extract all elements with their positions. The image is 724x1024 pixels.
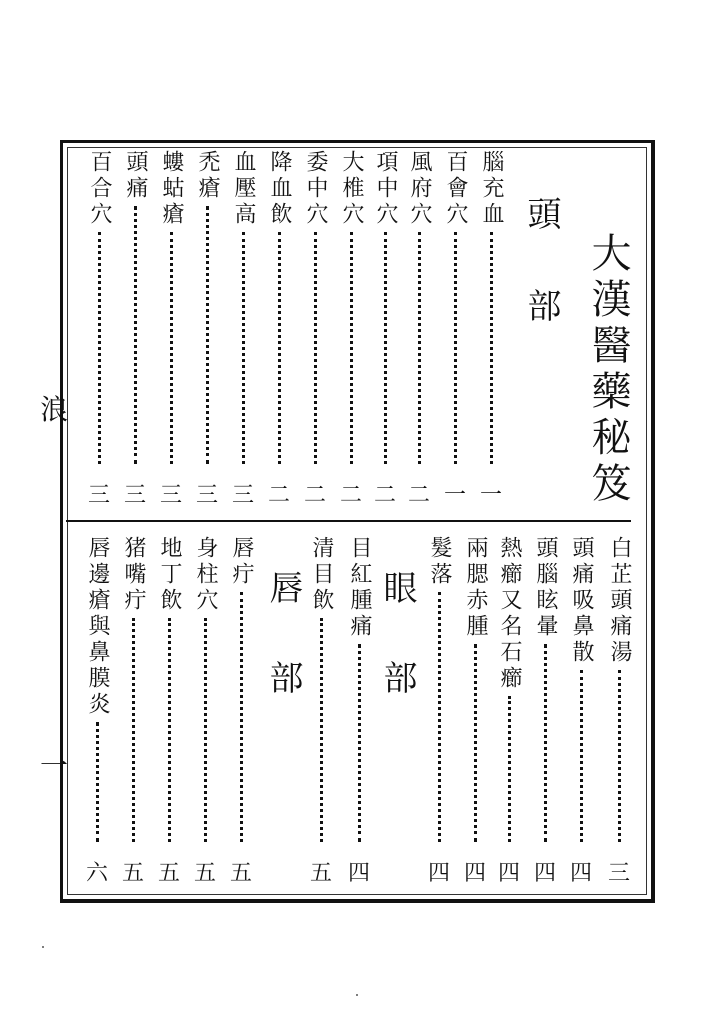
leader-dots xyxy=(618,670,621,842)
toc-entry-label: 降血飲 xyxy=(267,150,292,228)
leader-dots xyxy=(206,206,209,464)
section-heading-eye: 眼部 xyxy=(377,570,417,750)
toc-entry-page: 三 xyxy=(195,483,218,508)
toc-entry-page: 五 xyxy=(121,861,144,886)
leader-dots xyxy=(96,722,99,842)
toc-entry-page: 一 xyxy=(443,483,466,508)
toc-entry-page: 五 xyxy=(157,861,180,886)
toc-entry-page: 五 xyxy=(193,861,216,886)
toc-entry-label: 目紅腫痛 xyxy=(347,536,372,640)
section-heading-lip: 唇部 xyxy=(263,570,303,750)
toc-entry-label: 委中穴 xyxy=(303,150,328,228)
leader-dots xyxy=(134,206,137,464)
margin-mark-top: 浪 xyxy=(40,393,69,426)
toc-entry-page: 二 xyxy=(407,483,430,508)
leader-dots xyxy=(474,644,477,842)
toc-entry-page: 二 xyxy=(339,483,362,508)
toc-entry-label: 項中穴 xyxy=(373,150,398,228)
toc-entry-label: 螻蛄瘡 xyxy=(159,150,184,228)
toc-entry-label: 腦充血 xyxy=(479,150,504,228)
leader-dots xyxy=(314,232,317,464)
toc-entry-page: 二 xyxy=(267,483,290,508)
toc-entry-page: 三 xyxy=(123,483,146,508)
toc-entry-page: 四 xyxy=(463,861,486,886)
toc-entry-page: 三 xyxy=(87,483,110,508)
leader-dots xyxy=(132,618,135,842)
margin-mark-bottom: 一 xyxy=(40,749,69,782)
page-speck xyxy=(42,946,44,948)
leader-dots xyxy=(350,232,353,464)
toc-entry-page: 五 xyxy=(229,861,252,886)
leader-dots xyxy=(418,232,421,464)
leader-dots xyxy=(170,232,173,464)
toc-entry-page: 四 xyxy=(427,861,450,886)
toc-entry-page: 一 xyxy=(479,483,502,508)
toc-entry-page: 二 xyxy=(373,483,396,508)
leader-dots xyxy=(508,696,511,842)
toc-entry-label: 唇疔 xyxy=(229,536,254,588)
toc-entry-label: 血壓高 xyxy=(231,150,256,228)
leader-dots xyxy=(358,644,361,842)
leader-dots xyxy=(454,232,457,464)
leader-dots xyxy=(240,592,243,842)
leader-dots xyxy=(278,232,281,464)
section-heading-head: 頭部 xyxy=(521,196,561,380)
toc-entry-page: 二 xyxy=(303,483,326,508)
leader-dots xyxy=(384,232,387,464)
toc-entry-label: 頭痛 xyxy=(123,150,148,202)
toc-entry-page: 五 xyxy=(309,861,332,886)
toc-entry-label: 百合穴 xyxy=(87,150,112,228)
leader-dots xyxy=(580,670,583,842)
page-speck xyxy=(356,994,358,996)
toc-entry-label: 髮落 xyxy=(427,536,452,588)
book-title: 大漢醫藥秘笈 xyxy=(585,232,631,508)
toc-entry-label: 猪嘴疔 xyxy=(121,536,146,614)
toc-entry-label: 白芷頭痛湯 xyxy=(607,536,632,666)
toc-entry-label: 清目飲 xyxy=(309,536,334,614)
toc-entry-page: 六 xyxy=(85,861,108,886)
toc-entry-label: 百會穴 xyxy=(443,150,468,228)
toc-entry-page: 三 xyxy=(159,483,182,508)
toc-entry-label: 頭痛吸鼻散 xyxy=(569,536,594,666)
toc-entry-label: 風府穴 xyxy=(407,150,432,228)
toc-entry-page: 四 xyxy=(347,861,370,886)
leader-dots xyxy=(168,618,171,842)
toc-entry-page: 四 xyxy=(569,861,592,886)
leader-dots xyxy=(490,232,493,464)
toc-entry-label: 禿瘡 xyxy=(195,150,220,202)
toc-entry-label: 熱癤又名石癤 xyxy=(497,536,522,692)
toc-entry-label: 兩腮赤腫 xyxy=(463,536,488,640)
toc-entry-label: 大椎穴 xyxy=(339,150,364,228)
leader-dots xyxy=(204,618,207,842)
toc-entry-label: 身柱穴 xyxy=(193,536,218,614)
leader-dots xyxy=(242,232,245,464)
toc-entry-label: 頭腦眩暈 xyxy=(533,536,558,640)
leader-dots xyxy=(544,644,547,842)
toc-entry-page: 四 xyxy=(497,861,520,886)
leader-dots xyxy=(98,232,101,464)
toc-entry-label: 唇邊瘡與鼻膜炎 xyxy=(85,536,110,718)
toc-entry-page: 三 xyxy=(607,861,630,886)
leader-dots xyxy=(438,592,441,842)
toc-entry-label: 地丁飲 xyxy=(157,536,182,614)
toc-entry-page: 四 xyxy=(533,861,556,886)
toc-entry-page: 三 xyxy=(231,483,254,508)
leader-dots xyxy=(320,618,323,842)
section-divider xyxy=(66,520,631,522)
